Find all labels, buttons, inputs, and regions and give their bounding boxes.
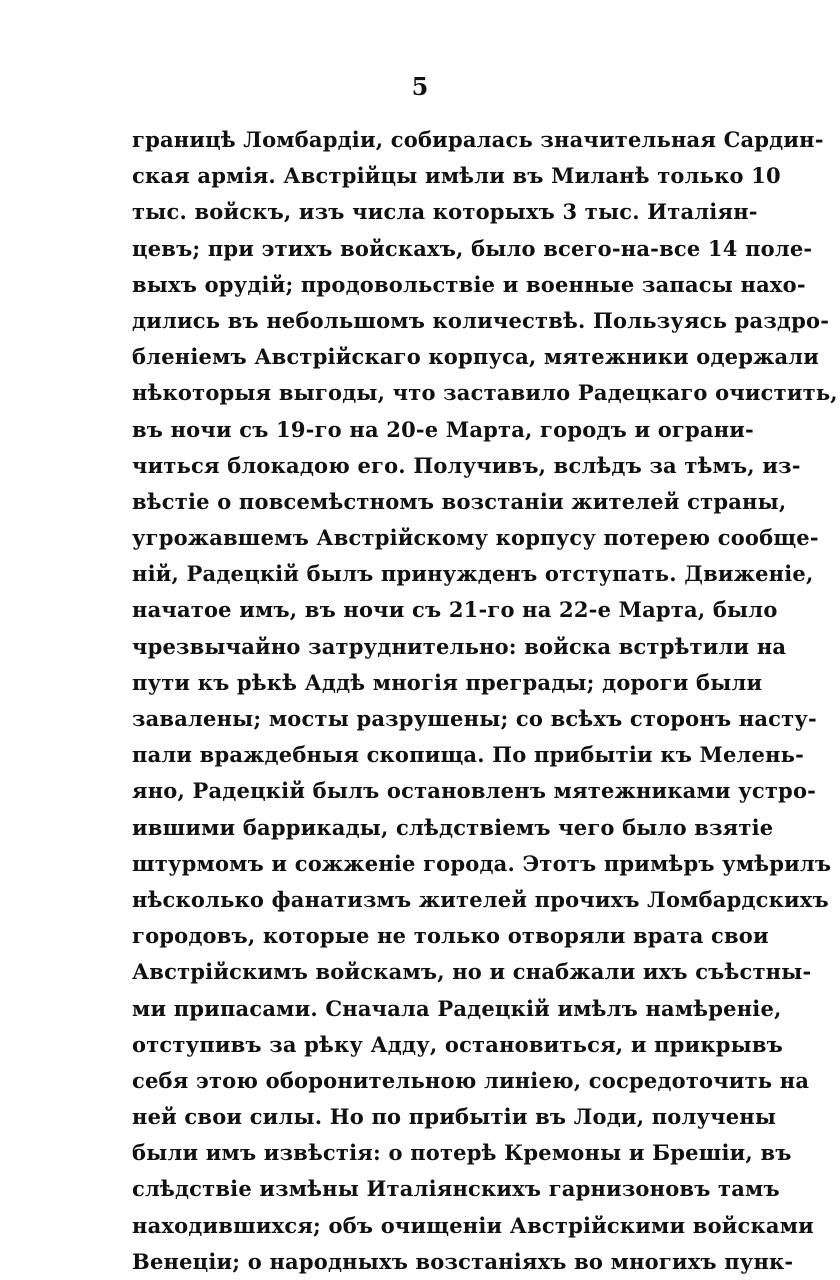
text-line: дились въ небольшомъ количествѣ. Пользуясь раздро-: [132, 307, 830, 333]
text-line: нѣкоторыя выгоды, что заставило Радецкаго очистить,: [132, 380, 838, 406]
body-text: [132, 122, 838, 1280]
text-line: начатое имъ, въ ночи съ 21-го на 22-е Марта, было: [132, 597, 778, 623]
text-line: ней свои силы. Но по прибытіи въ Лоди, получены: [132, 1104, 777, 1130]
text-line: слѣдствіе измѣны Италіянскихъ гарнизоновъ тамъ: [132, 1176, 780, 1202]
text-line: ній, Радецкій былъ принужденъ отступать. Движеніе,: [132, 561, 814, 587]
text-line: тыс. войскъ, изъ числа которыхъ 3 тыс. Италіян-: [132, 199, 758, 225]
text-line: городовъ, которые не только отворяли врата свои: [132, 923, 769, 949]
text-line: отступивъ за рѣку Адду, остановиться, и прикрывъ: [132, 1031, 783, 1057]
text-line: ми припасами. Сначала Радецкій имѣлъ намѣреніе,: [132, 995, 782, 1021]
text-line: были имъ извѣстія: о потерѣ Кремоны и Брешіи, въ: [132, 1140, 792, 1166]
text-line: Австрійскимъ войскамъ, но и снабжали ихъ съѣстны-: [132, 959, 812, 985]
text-line: въ ночи съ 19-го на 20-е Марта, городъ и ограни-: [132, 416, 754, 442]
text-line: находившихся; объ очищеніи Австрійскими войсками: [132, 1212, 814, 1238]
text-line: себя этою оборонительною линіею, сосредоточить на: [132, 1067, 810, 1093]
text-line: Венеціи; о народныхъ возстаніяхъ во многихъ пунк-: [132, 1248, 794, 1274]
text-line: чрезвычайно затруднительно: войска встрѣтили на: [132, 633, 787, 659]
text-line: вѣстіе о повсемѣстномъ возстаніи жителей страны,: [132, 488, 787, 514]
page-number: 5: [411, 72, 429, 101]
text-line: завалены; мосты разрушены; со всѣхъ сторонъ насту-: [132, 706, 817, 731]
text-line: штурмомъ и сожженіе города. Этотъ примѣръ умѣрилъ: [132, 850, 832, 876]
text-line: цевъ; при этихъ войскахъ, было всего-на-все 14 поле-: [132, 235, 813, 261]
text-line: бленіемъ Австрійскаго корпуса, мятежники одержали: [132, 344, 820, 370]
text-line: яно, Радецкій былъ остановленъ мятежниками устро-: [132, 778, 817, 804]
text-line: пути къ рѣкѣ Аддѣ многія преграды; дороги были: [132, 669, 763, 695]
text-line: выхъ орудій; продовольствіе и военные запасы нахо-: [132, 271, 806, 297]
text-line: читься блокадою его. Получивъ, вслѣдъ за тѣмъ, из-: [132, 452, 801, 478]
text-line: угрожавшемъ Австрійскому корпусу потерею сообще-: [132, 525, 819, 551]
text-line: ская армія. Австрійцы имѣли въ Миланѣ только 10: [132, 163, 781, 189]
text-line: пали враждебныя скопища. По прибытіи къ Мелень-: [132, 742, 805, 768]
text-line: ившими баррикады, слѣдствіемъ чего было взятіе: [132, 814, 774, 840]
text-line: границѣ Ломбардіи, собиралась значительная Сардин-: [132, 127, 824, 152]
text-line: нѣсколько фанатизмъ жителей прочихъ Ломбардскихъ: [132, 886, 829, 912]
